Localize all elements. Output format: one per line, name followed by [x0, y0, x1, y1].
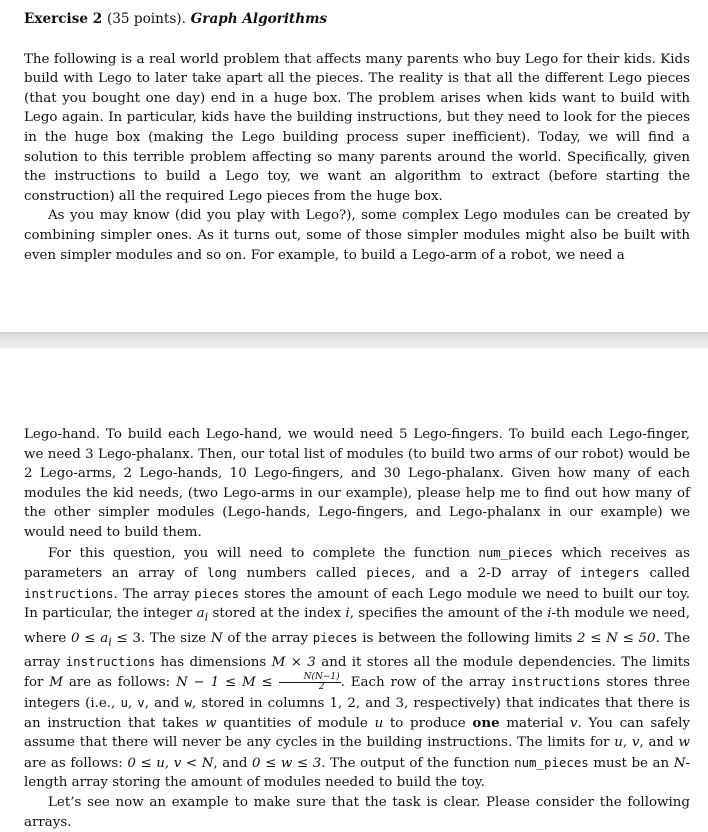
- text-run: quantities of module: [216, 715, 375, 731]
- text-run: , and: [144, 696, 185, 712]
- text-run: , and a 2-D array of: [411, 566, 581, 582]
- code-num-pieces: num_pieces: [514, 754, 589, 770]
- math-N: N: [210, 630, 223, 646]
- example-intro-paragraph: Let’s see now an example to make sure that the task is clear. Please consider the following arrays.: [24, 795, 690, 830]
- math-v: v: [569, 715, 578, 731]
- code-instructions: instructions: [65, 653, 156, 669]
- function-spec-paragraph: [24, 543, 690, 793]
- exercise-title: Graph Algorithms: [190, 11, 328, 27]
- text-run: . The size: [140, 630, 211, 646]
- code-u: u: [120, 695, 128, 711]
- text-run: , specifies the amount of the: [349, 606, 548, 622]
- text-run: which receives as parameters an array of: [24, 545, 690, 582]
- text-run: -th module we need, where: [24, 606, 690, 646]
- text-run: . The array: [24, 630, 691, 670]
- code-integers: integers: [580, 565, 640, 581]
- text-run: . The output of the function: [321, 755, 515, 771]
- modules-paragraph-continued: Lego-hand. To build each Lego-hand, we would need 5 Lego-fingers. To build each Lego-finger, we need 3 Lego-phalanx. Then, our total list of modules (to build two arms of our robot) would be 2 Lego-arms, 2 Lego-hands, 10 Lego-fingers, and 30 Lego-phalanx. Given how many of each modules the kid needs, (two Lego-arms in our example), please help me to find out how many of the other simpler modules (Lego-hands, Lego-fingers, and Lego-phalanx in our example) we would need to build them.: [24, 427, 690, 540]
- code-instructions: instructions: [511, 674, 601, 690]
- text-run: stored at the index: [208, 606, 346, 622]
- text-run: , and: [213, 755, 253, 771]
- text-run: are as follows:: [24, 755, 128, 771]
- math-v: v: [631, 735, 640, 751]
- math-sub-i: i: [204, 611, 209, 625]
- document-page-2: [0, 348, 708, 829]
- exercise-heading: [24, 10, 690, 30]
- text-run: is between the following limits: [357, 630, 578, 646]
- text-run: , stored in columns 1, 2, and 3, respectively) that indicates that there is an instruction that takes: [24, 696, 691, 731]
- text-run: must be an: [588, 755, 674, 771]
- math-fraction: [279, 673, 341, 692]
- document-page-1: [0, 0, 708, 332]
- math-w-range: 0 ≤ w ≤ 3: [252, 755, 322, 771]
- modules-paragraph-start: As you may know (did you play with Lego?), some complex Lego modules can be created by combining simpler ones. As it turns out, some of those simpler modules might also be built with even simpler modules and so on. For example, to build a Lego-arm of a robot, we need a: [24, 208, 690, 263]
- math-dims: M × 3: [271, 654, 316, 670]
- intro-paragraph: The following is a real world problem that affects many parents who buy Lego for their kids. Kids build with Lego to later take apart all the pieces. The reality is that all the different Lego pieces (that you bought one day) end in a huge box. The problem arises when kids want to build with Lego again. In particular, kids have the building instructions, but they need to look for the pieces in the huge box (making the Lego building process super inefficient). Today, we will find a solution to this terrible problem affecting so many parents around the world. Specifically, given the instructions to build a Lego toy, we want an algorithm to extract (before starting the construction) all the required Lego pieces from the huge box.: [24, 51, 690, 204]
- exercise-points: (35 points).: [106, 11, 186, 27]
- math-N-range: 2 ≤ N ≤ 50: [577, 630, 656, 646]
- code-pieces: pieces: [312, 629, 358, 645]
- text-run: has dimensions: [155, 654, 272, 670]
- text-run: For this question, you will need to complete the function: [48, 545, 479, 561]
- fraction-denominator: 2: [318, 682, 325, 693]
- math-N: N: [673, 755, 686, 771]
- math-w: w: [678, 735, 690, 751]
- text-run: ,: [622, 735, 632, 751]
- math-i: i: [345, 606, 350, 622]
- math-a: a: [196, 606, 205, 622]
- code-pieces: pieces: [194, 585, 240, 601]
- text-run: and it stores all the module dependencies. The limits for: [24, 654, 691, 691]
- code-instructions: instructions: [24, 585, 114, 601]
- code-num-pieces: num_pieces: [478, 544, 553, 560]
- math-M-range: N − 1 ≤ M ≤: [175, 675, 273, 691]
- text-run: , and: [639, 735, 679, 751]
- math-uv-range: 0 ≤ u, v < N: [127, 755, 214, 771]
- text-run: ,: [127, 696, 138, 712]
- code-w: w: [184, 695, 192, 711]
- text-run: stores three integers (i.e.,: [24, 675, 691, 712]
- page-1-content: [24, 10, 690, 265]
- page-2-content: [24, 425, 690, 832]
- math-M: M: [49, 675, 63, 691]
- text-run: to produce: [383, 715, 473, 731]
- text-run: . Each row of the array: [340, 675, 512, 691]
- exercise-number: Exercise 2: [24, 11, 103, 27]
- page-separator: [0, 332, 708, 348]
- bold-one: one: [472, 714, 500, 731]
- math-sub-i: i: [108, 635, 112, 649]
- text-run: numbers called: [236, 566, 367, 582]
- code-v: v: [137, 695, 145, 711]
- text-run: . You can safely assume that there will never be any cycles in the building instructions. The limits for: [24, 715, 690, 751]
- code-long: long: [207, 565, 237, 581]
- text-run: of the array: [222, 630, 313, 646]
- text-run: material: [499, 715, 570, 731]
- text-run: stores the amount of each Lego module we need to built our toy. In particular, the integer: [24, 586, 691, 622]
- math-u: u: [614, 735, 623, 751]
- text-run: . The array: [113, 586, 195, 602]
- math-w: w: [205, 715, 217, 731]
- text-run: are as follows:: [62, 675, 176, 691]
- fraction-numerator: N(N−1): [279, 673, 341, 683]
- math-a-range-end: ≤ 3: [111, 630, 141, 646]
- math-a-range: 0 ≤ a: [71, 630, 109, 646]
- text-run: -length array storing the amount of modules needed to build the toy.: [24, 755, 690, 791]
- math-u: u: [374, 715, 384, 731]
- code-pieces: pieces: [366, 565, 412, 581]
- math-i: i: [547, 606, 552, 622]
- text-run: called: [639, 566, 690, 582]
